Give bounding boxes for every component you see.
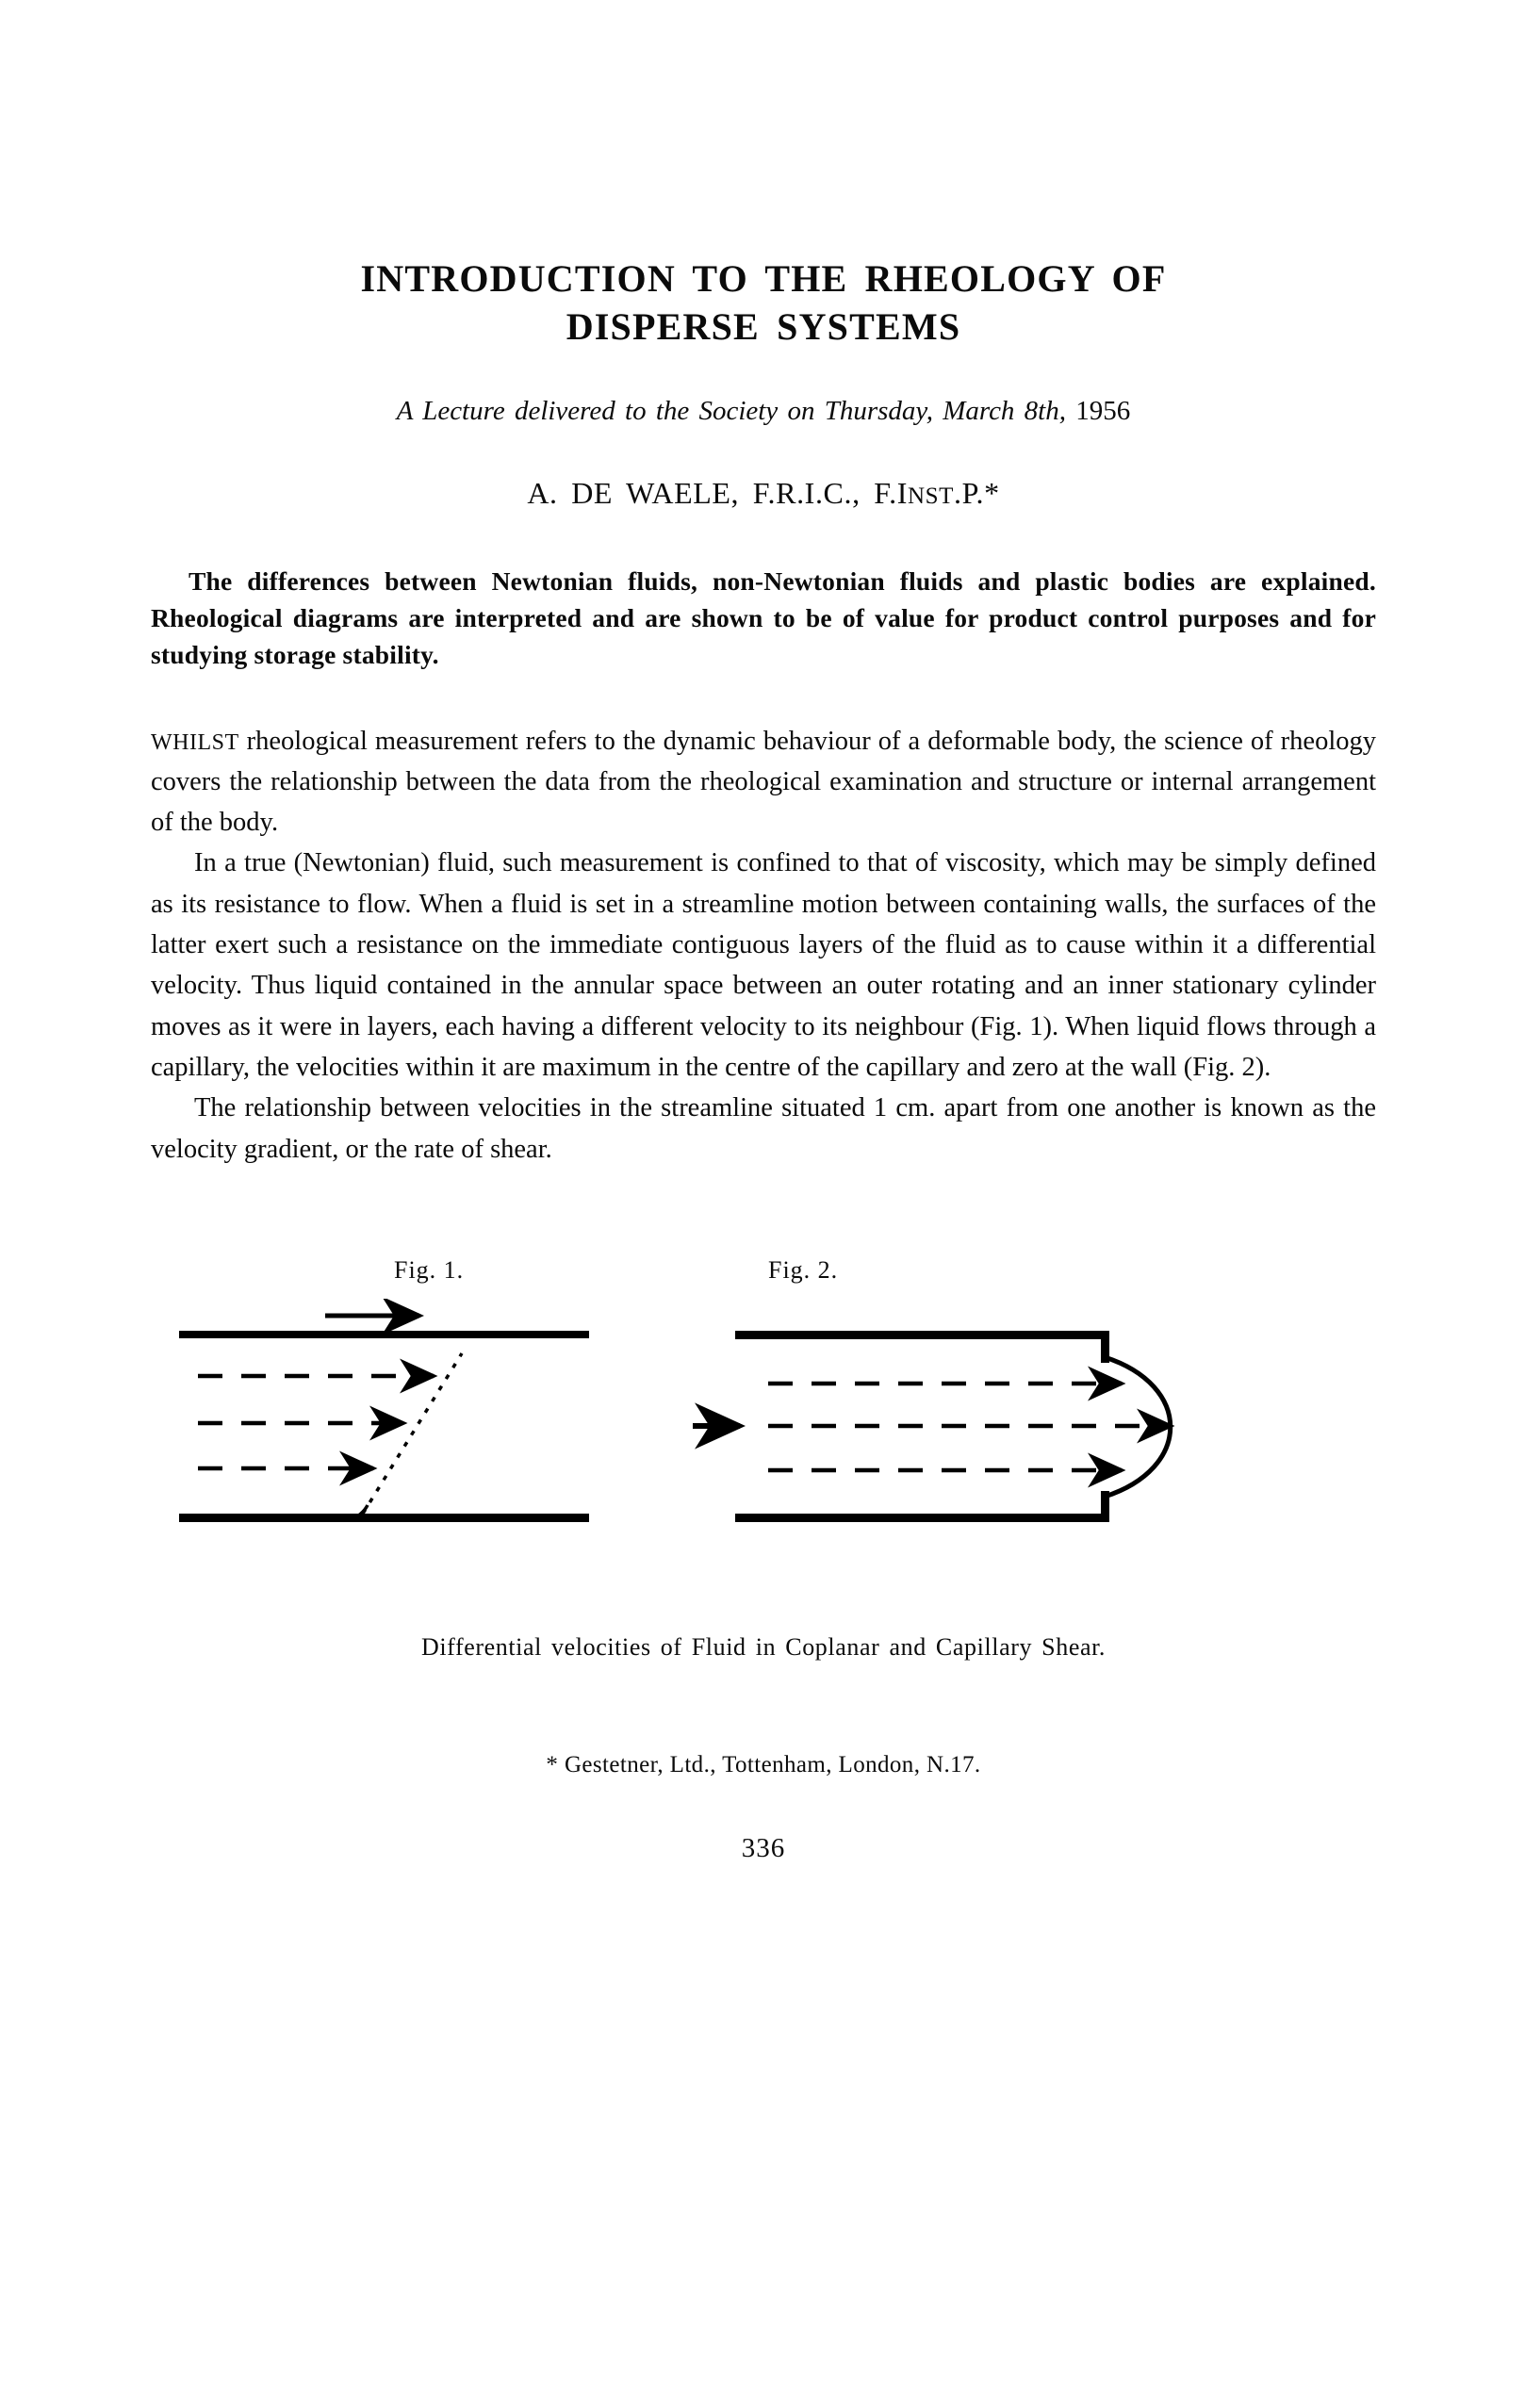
page-title (151, 254, 1376, 351)
author-smallcaps: NST (907, 483, 955, 510)
page-number: 336 (741, 1832, 786, 1863)
paragraph-2-text: In a true (Newtonian) fluid, such measurement is confined to that of viscosity, which may be simply defined as its resistance to flow. When a fluid is set in a streamline motion between containing walls, the surfaces of the latter exert such a resistance on the immediate contiguous layers of the fluid as to cause within it a differential velocity. Thus liquid contained in the annular space between an outer rotating and an inner stationary cylinder moves as it were in layers, each having a different velocity to its neighbour (Fig. 1). When liquid flows through a capillary, the velocities within it are maximum in the centre of the capillary and zero at the wall (Fig. 2). (151, 848, 1376, 1083)
lecture-subtitle-year: 1956 (1075, 396, 1131, 427)
page-content (151, 254, 1376, 1864)
lecture-subtitle-italic: A Lecture delivered to the Society on Thursday, March 8th, (396, 396, 1066, 427)
title-line-2: DISPERSE SYSTEMS (566, 305, 961, 349)
shear-diagram-svg (151, 1299, 1376, 1581)
paragraph-3-text: The relationship between velocities in the streamline situated 1 cm. apart from one another is known as the velocity gradient, or the rate of shear. (151, 1093, 1376, 1164)
figure-2-label: Fig. 2. (768, 1255, 839, 1284)
author-line (151, 476, 1376, 511)
paragraph-1-text: rheological measurement refers to the dynamic behaviour of a deformable body, the science of rheology covers the relationship between the data from the rheological examination and structure or internal arrangement of the body. (151, 726, 1376, 838)
title-line-1: INTRODUCTION TO THE RHEOLOGY OF (360, 257, 1167, 300)
figure-diagrams (151, 1299, 1376, 1581)
body-text (151, 721, 1376, 1170)
figure-1-drawing (179, 1316, 589, 1522)
figure-block (151, 1256, 1376, 1596)
figure-caption: Differential velocities of Fluid in Coplanar and Capillary Shear. (420, 1632, 1107, 1661)
author-name: A. DE WAELE, F.R.I.C., F.I (527, 476, 908, 511)
author-tail: .P.* (954, 476, 1000, 511)
footnote: * Gestetner, Ltd., Tottenham, London, N.17. (546, 1751, 981, 1777)
figure-1-label: Fig. 1. (394, 1255, 465, 1284)
paragraph-2 (151, 843, 1376, 1088)
figure-2-drawing (693, 1331, 1171, 1522)
paragraph-3 (151, 1088, 1376, 1170)
paragraph-1 (151, 721, 1376, 844)
lecture-subtitle (151, 396, 1376, 427)
abstract: The differences between Newtonian fluids, non-Newtonian fluids and plastic bodies are explained. Rheological diagrams are interpreted and are shown to be of value for product control purposes and for studying storage stability. (151, 566, 1376, 670)
paragraph-1-leadin: WHILST (151, 729, 239, 755)
